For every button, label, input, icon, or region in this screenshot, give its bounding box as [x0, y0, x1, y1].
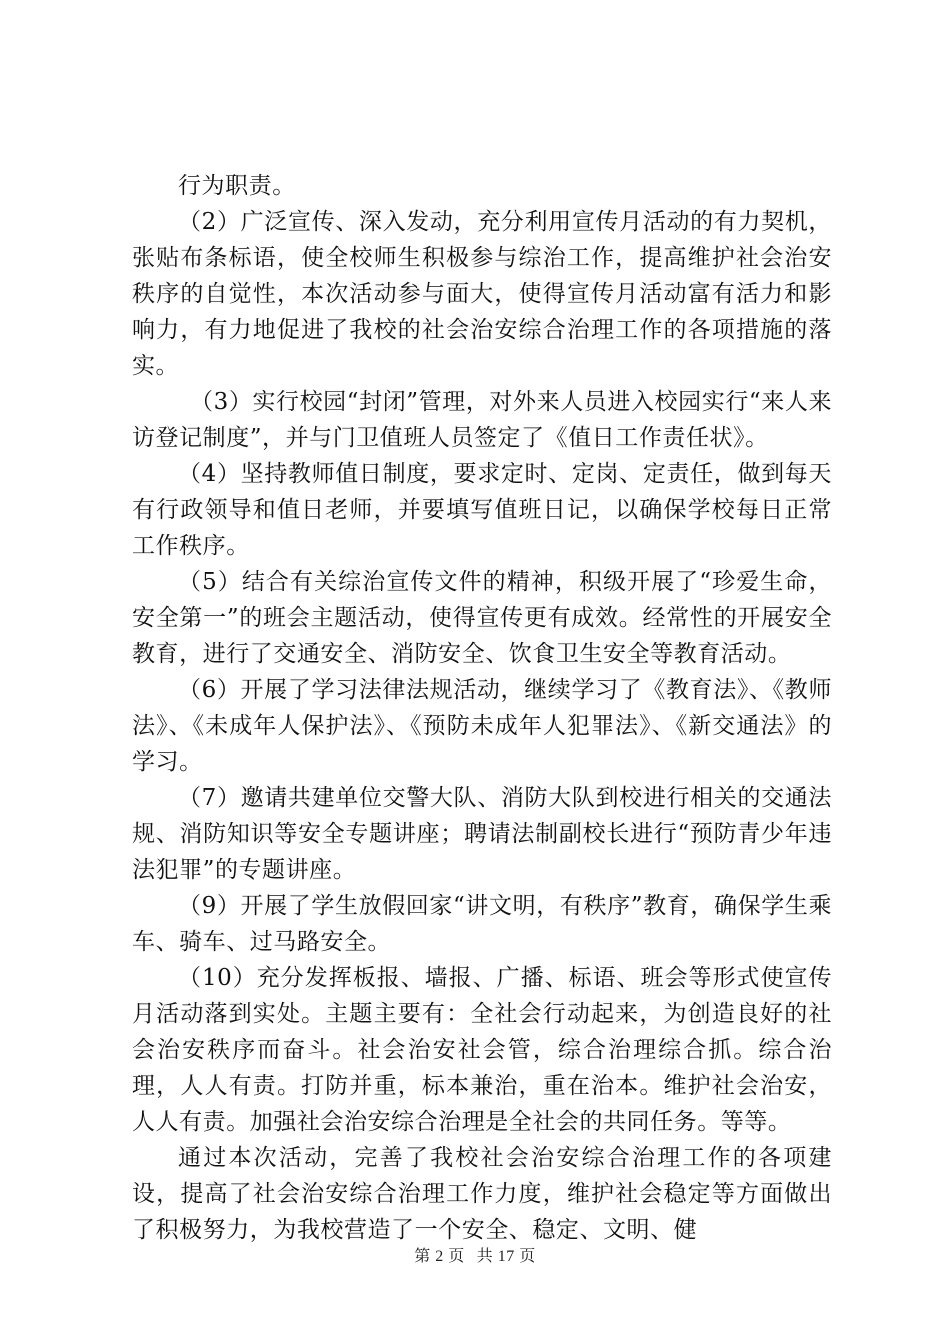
- paragraph-8: （9）开展了学生放假回家“讲文明，有秩序”教育，确保学生乘车、骑车、过马路安全。: [132, 893, 832, 955]
- paragraph-7: （7）邀请共建单位交警大队、消防大队到校进行相关的交通法规、消防知识等安全专题讲座；聘请法制副校长进行“预防青少年违法犯罪”的专题讲座。: [132, 785, 832, 883]
- paragraph-2: （2）广泛宣传、深入发动，充分利用宣传月活动的有力契机，张贴布条标语，使全校师生积极参与综治工作，提高维护社会治安秩序的自觉性，本次活动参与面大，使得宣传月活动富有活力和影响力，有力地促进了我校的社会治安综合治理工作的各项措施的落实。: [132, 209, 832, 379]
- document-body: [132, 168, 832, 1248]
- paragraph-5: （5）结合有关综治宣传文件的精神，积级开展了“珍爱生命，安全第一”的班会主题活动，使得宣传更有成效。经常性的开展安全教育，进行了交通安全、消防安全、饮食卫生安全等教育活动。: [132, 569, 832, 667]
- page-footer: [0, 1243, 950, 1266]
- paragraph-10: 通过本次活动，完善了我校社会治安综合治理工作的各项建设，提高了社会治安综合治理工作力度，维护社会稳定等方面做出了积极努力，为我校营造了一个安全、稳定、文明、健: [132, 1145, 832, 1243]
- paragraph-4: （4）坚持教师值日制度，要求定时、定岗、定责任，做到每天有行政领导和值日老师，并要填写值班日记，以确保学校每日正常工作秩序。: [132, 461, 832, 559]
- paragraph-3: （3）实行校园“封闭”管理，对外来人员进入校园实行“来人来访登记制度”，并与门卫值班人员签定了《值日工作责任状》。: [132, 389, 832, 451]
- paragraph-9: （10）充分发挥板报、墙报、广播、标语、班会等形式使宣传月活动落到实处。主题主要有：全社会行动起来，为创造良好的社会治安秩序而奋斗。社会治安社会管，综合治理综合抓。综合治理，人人有责。打防并重，标本兼治，重在治本。维护社会治安，人人有责。加强社会治安综合治理是全社会的共同任务。等等。: [132, 965, 832, 1135]
- paragraph-6: （6）开展了学习法律法规活动，继续学习了《教育法》、《教师法》、《未成年人保护法》、《预防未成年人犯罪法》、《新交通法》的学习。: [132, 677, 832, 775]
- paragraph-1: 行为职责。: [178, 173, 296, 199]
- page-total: 共 17 页: [476, 1248, 536, 1265]
- page-number: 第 2 页: [414, 1248, 465, 1265]
